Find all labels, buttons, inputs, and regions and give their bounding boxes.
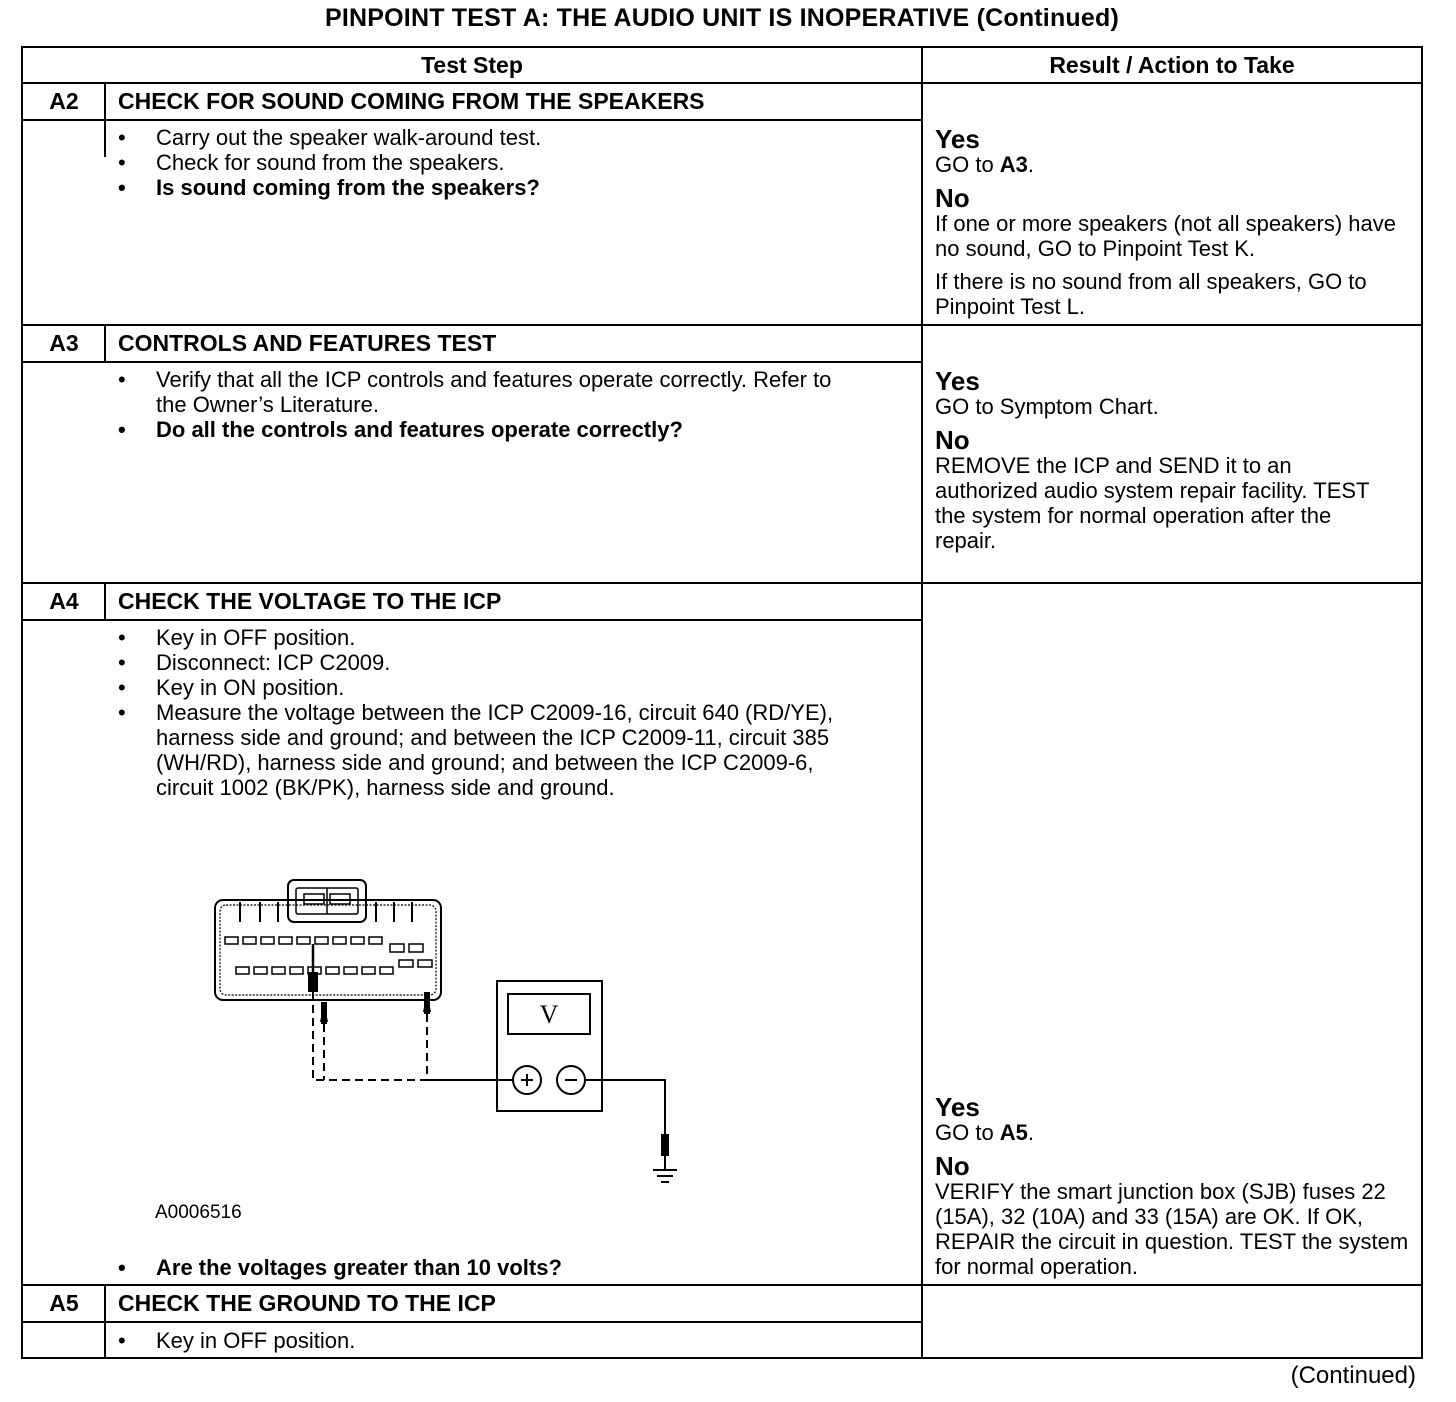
result-a3: [935, 366, 1419, 561]
result-a2: [935, 124, 1419, 327]
list-item: • Key in OFF position.: [118, 1328, 908, 1353]
step-question-list-a4: [118, 1255, 908, 1280]
list-item: • Measure the voltage between the ICP C2009-16, circuit 640 (RD/YE), harness side and ground; and between the ICP C2009-11, circuit 385 (WH/RD), harness side and ground; and between the ICP C2009-6, circuit 1002 (BK/PK), harness side and ground.: [118, 700, 873, 800]
no-action: If there is no sound from all speakers, GO to Pinpoint Test L.: [935, 269, 1367, 319]
list-item: • Key in ON position.: [118, 675, 873, 700]
step-number-a5: A5: [49, 1290, 79, 1316]
header-rule: [23, 82, 1421, 84]
no-label: No: [935, 425, 970, 455]
row-rule: [23, 1321, 921, 1323]
yes-action: [935, 152, 1419, 177]
row-rule: [23, 582, 1421, 584]
step-title-a3: CONTROLS AND FEATURES TEST: [118, 330, 497, 356]
yes-action-ref: A3: [999, 152, 1028, 177]
voltmeter-symbol: V: [539, 1000, 559, 1029]
list-item: • Disconnect: ICP C2009.: [118, 650, 873, 675]
result-header: Result / Action to Take: [1049, 52, 1295, 78]
test-leads: [313, 992, 428, 1080]
step-number-a3: A3: [49, 330, 79, 356]
page-title: PINPOINT TEST A: THE AUDIO UNIT IS INOPERATIVE (Continued): [325, 4, 1119, 32]
figure-id: A0006516: [155, 1202, 242, 1223]
step-bullets-a2: [118, 125, 908, 200]
test-step-header: Test Step: [421, 52, 523, 78]
connector-pins: [225, 937, 432, 974]
yes-action-prefix: GO to: [935, 152, 1000, 177]
test-probes: [308, 944, 431, 1024]
step-number-a4: A4: [49, 588, 79, 614]
step-question-a3: • Do all the controls and features operate correctly?: [118, 417, 863, 442]
yes-label: Yes: [935, 366, 980, 396]
yes-action: [935, 1120, 1419, 1145]
yes-action-ref: A5: [999, 1120, 1028, 1145]
no-label: No: [935, 183, 970, 213]
list-item: • Key in OFF position.: [118, 625, 873, 650]
no-action: If one or more speakers (not all speakers) have no sound, GO to Pinpoint Test K.: [935, 211, 1397, 261]
list-item: • Verify that all the ICP controls and features operate correctly. Refer to the Owner’s Literature.: [118, 367, 863, 417]
continued-label: (Continued): [1290, 1362, 1416, 1389]
step-bullets-a5: [118, 1328, 908, 1353]
yes-action-suffix: .: [1027, 1120, 1035, 1145]
step-title-a4: CHECK THE VOLTAGE TO THE ICP: [118, 588, 502, 614]
yes-label: Yes: [935, 1092, 980, 1122]
yes-action-prefix: GO to: [935, 1120, 1000, 1145]
step-number-a2: A2: [49, 88, 79, 114]
step-question-a4: • Are the voltages greater than 10 volts?: [118, 1255, 908, 1280]
no-action: REMOVE the ICP and SEND it to an authorized audio system repair facility. TEST the system for normal operation after the repair.: [935, 453, 1370, 553]
row-rule: [23, 361, 921, 363]
step-bullets-a3: [118, 367, 863, 442]
row-rule: [23, 619, 921, 621]
row-rule: [23, 119, 921, 121]
ground-lead: [585, 1080, 677, 1182]
yes-action-suffix: .: [1027, 152, 1035, 177]
step-question-a2: • Is sound coming from the speakers?: [118, 175, 908, 200]
yes-label: Yes: [935, 124, 980, 154]
column-divider: [921, 48, 923, 1357]
step-title-a5: CHECK THE GROUND TO THE ICP: [118, 1290, 496, 1316]
step-title-a2: CHECK FOR SOUND COMING FROM THE SPEAKERS: [118, 88, 705, 114]
yes-action: GO to Symptom Chart.: [935, 394, 1159, 419]
result-a4: [935, 1092, 1419, 1287]
no-label: No: [935, 1151, 970, 1181]
no-action: VERIFY the smart junction box (SJB) fuses 22 (15A), 32 (10A) and 33 (15A) are OK. If OK, REPAIR the circuit in question. TEST the system for normal operation.: [935, 1179, 1409, 1279]
voltmeter-connector-diagram: [200, 872, 700, 1202]
step-bullets-a4: [118, 625, 873, 800]
list-item: • Check for sound from the speakers.: [118, 150, 908, 175]
voltmeter: [497, 981, 602, 1111]
list-item: • Carry out the speaker walk-around test.: [118, 125, 908, 150]
